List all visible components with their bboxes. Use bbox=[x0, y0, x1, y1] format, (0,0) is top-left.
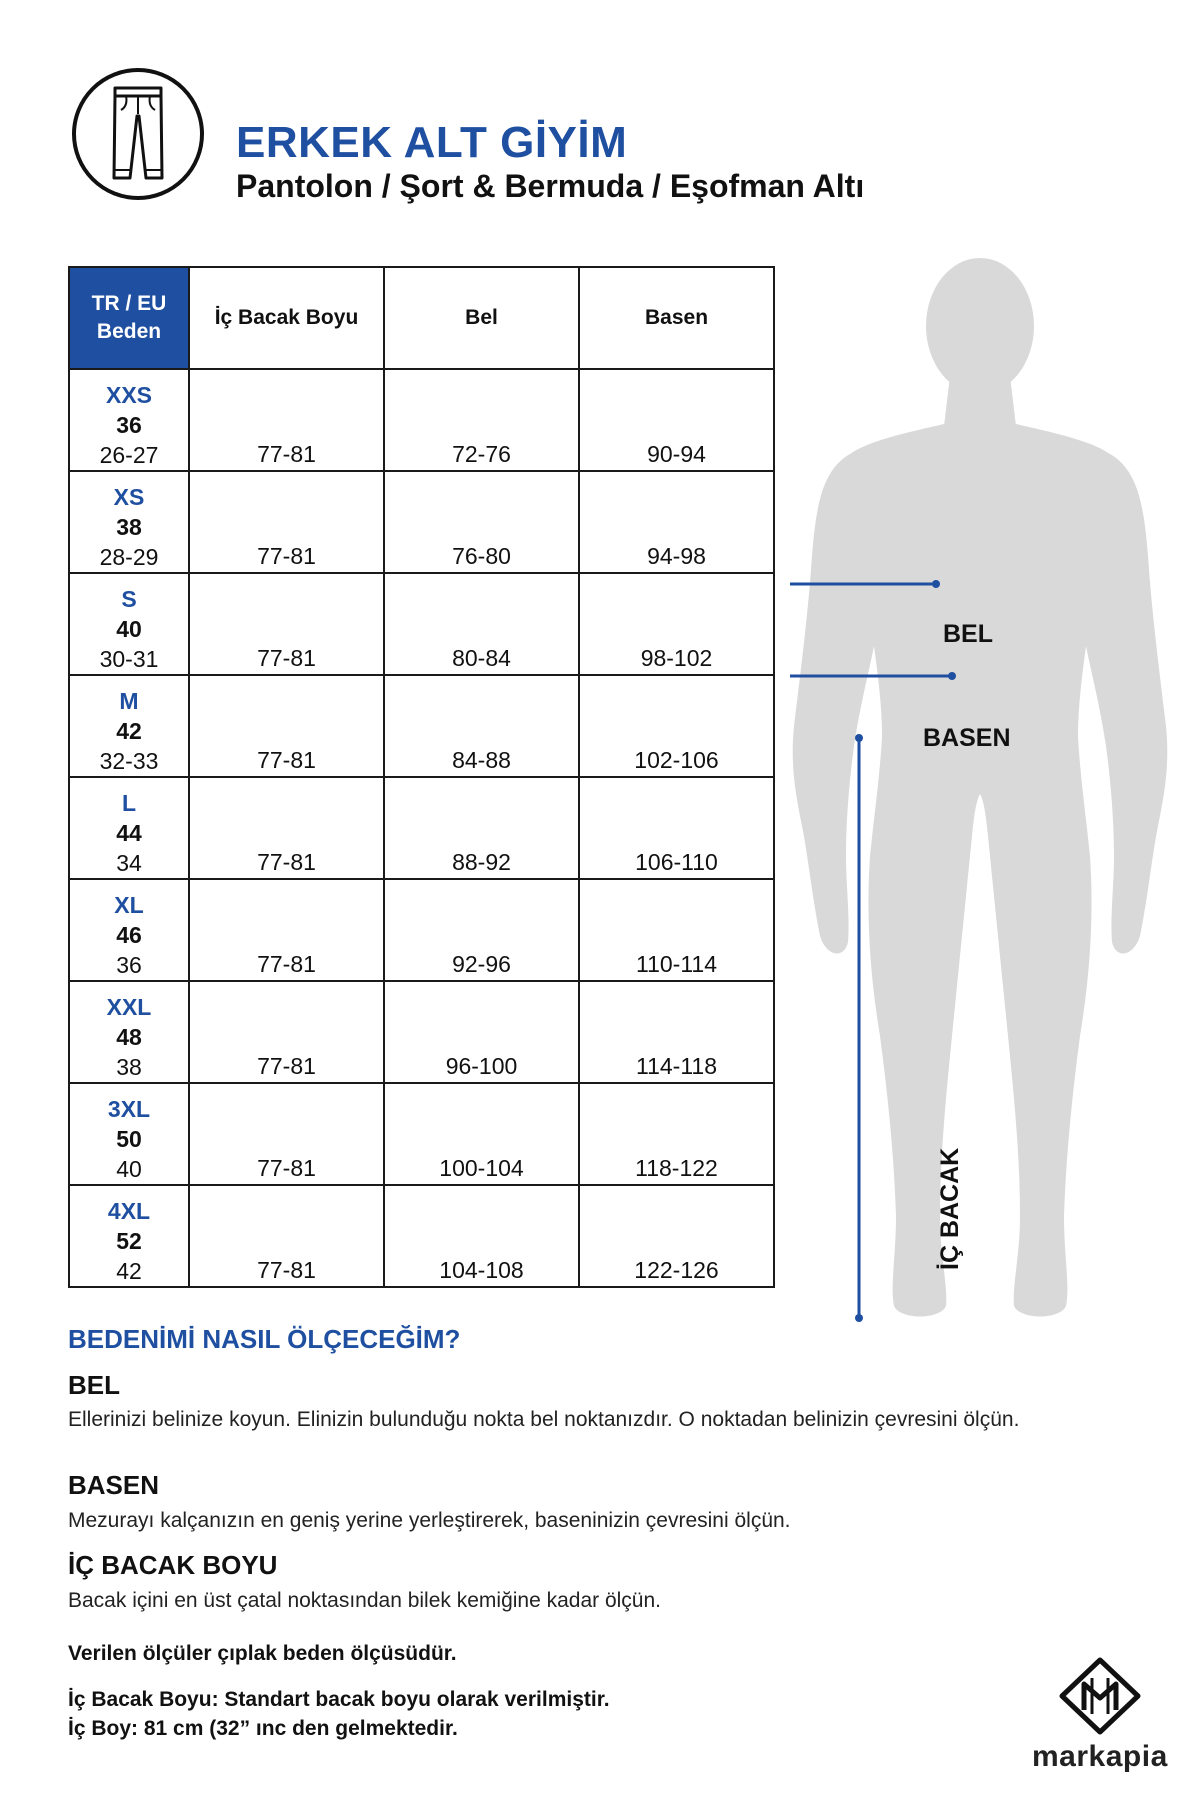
size-cell bbox=[69, 777, 189, 879]
table-row bbox=[69, 879, 774, 981]
size-label: XXL bbox=[106, 994, 152, 1020]
size-number: 36 bbox=[116, 412, 142, 438]
size-waist: 28-29 bbox=[99, 544, 159, 570]
bel-section-title: BEL bbox=[68, 1370, 120, 1400]
size-waist: 26-27 bbox=[99, 442, 159, 468]
waist-cell bbox=[384, 675, 579, 777]
page-subtitle: Pantolon / Şort & Bermuda / Eşofman Altı bbox=[236, 168, 865, 204]
hip-cell bbox=[579, 981, 774, 1083]
size-cell bbox=[69, 471, 189, 573]
inseam-cell bbox=[189, 471, 384, 573]
table-row bbox=[69, 1185, 774, 1287]
inseam-cell bbox=[189, 573, 384, 675]
waist-cell bbox=[384, 1083, 579, 1185]
table-header-row bbox=[69, 267, 774, 369]
hip-value: 114-118 bbox=[636, 1053, 717, 1079]
size-label: XXS bbox=[105, 382, 153, 408]
table-row bbox=[69, 573, 774, 675]
inseam-cell bbox=[189, 1185, 384, 1287]
hip-value: 122-126 bbox=[634, 1257, 719, 1283]
waist-value: 72-76 bbox=[452, 441, 511, 467]
size-number: 42 bbox=[116, 718, 142, 744]
size-cell bbox=[69, 879, 189, 981]
brand-logo-icon bbox=[1058, 1656, 1142, 1736]
inseam-measure-line bbox=[855, 734, 863, 1322]
table-row bbox=[69, 1083, 774, 1185]
hip-cell bbox=[579, 777, 774, 879]
size-label: 3XL bbox=[107, 1096, 151, 1122]
bel-label: BEL bbox=[943, 620, 993, 648]
page-title: ERKEK ALT GİYİM bbox=[236, 118, 628, 167]
size-number: 44 bbox=[116, 820, 142, 846]
size-cell bbox=[69, 981, 189, 1083]
hip-cell bbox=[579, 573, 774, 675]
note-inner-length: İç Boy: 81 cm (32” ınc den gelmektedir. bbox=[68, 1717, 458, 1740]
waist-value: 88-92 bbox=[452, 849, 511, 875]
hip-cell bbox=[579, 1185, 774, 1287]
waist-cell bbox=[384, 981, 579, 1083]
hip-value: 110-114 bbox=[636, 951, 717, 977]
size-number: 40 bbox=[116, 616, 142, 642]
size-number: 52 bbox=[116, 1228, 142, 1254]
inseam-cell bbox=[189, 879, 384, 981]
hip-value: 94-98 bbox=[647, 543, 706, 569]
hip-cell bbox=[579, 675, 774, 777]
ic-bacak-label: İÇ BACAK bbox=[936, 1147, 964, 1270]
brand-name: markapia bbox=[1032, 1740, 1168, 1773]
waist-cell bbox=[384, 369, 579, 471]
hip-value: 98-102 bbox=[640, 645, 713, 671]
inseam-value: 77-81 bbox=[257, 441, 316, 467]
header-waist: Bel bbox=[384, 267, 579, 369]
size-cell bbox=[69, 369, 189, 471]
size-number: 50 bbox=[116, 1126, 142, 1152]
header-inseam: İç Bacak Boyu bbox=[189, 267, 384, 369]
bel-section-text: Ellerinizi belinize koyun. Elinizin bulunduğu nokta bel noktanızdır. O noktadan belinizin çevresini ölçün. bbox=[68, 1408, 1020, 1431]
basen-label: BASEN bbox=[923, 724, 1011, 752]
waist-value: 80-84 bbox=[452, 645, 511, 671]
size-label: S bbox=[121, 586, 137, 612]
table-row bbox=[69, 675, 774, 777]
header-size-line1: TR / EU bbox=[91, 292, 167, 315]
waist-value: 104-108 bbox=[439, 1257, 524, 1283]
guide-heading: BEDENİMİ NASIL ÖLÇECEĞİM? bbox=[68, 1324, 461, 1354]
size-waist: 36 bbox=[116, 952, 142, 978]
note-body-measure: Verilen ölçüler çıplak beden ölçüsüdür. bbox=[68, 1642, 457, 1665]
waist-cell bbox=[384, 1185, 579, 1287]
inseam-value: 77-81 bbox=[257, 747, 316, 773]
hip-value: 90-94 bbox=[647, 441, 706, 467]
size-waist: 40 bbox=[116, 1156, 142, 1182]
size-cell bbox=[69, 573, 189, 675]
size-number: 38 bbox=[116, 514, 142, 540]
hip-cell bbox=[579, 1083, 774, 1185]
pants-icon bbox=[70, 66, 206, 202]
size-number: 46 bbox=[116, 922, 142, 948]
inseam-cell bbox=[189, 1083, 384, 1185]
inseam-value: 77-81 bbox=[257, 1053, 316, 1079]
hip-cell bbox=[579, 879, 774, 981]
waist-cell bbox=[384, 777, 579, 879]
basen-section-title: BASEN bbox=[68, 1470, 160, 1500]
table-row bbox=[69, 981, 774, 1083]
hip-value: 102-106 bbox=[634, 747, 719, 773]
inseam-value: 77-81 bbox=[257, 645, 316, 671]
inseam-cell bbox=[189, 675, 384, 777]
size-waist: 32-33 bbox=[99, 748, 159, 774]
size-waist: 42 bbox=[116, 1258, 142, 1284]
inseam-cell bbox=[189, 777, 384, 879]
size-label: M bbox=[119, 688, 139, 714]
note-inseam: İç Bacak Boyu: Standart bacak boyu olarak verilmiştir. bbox=[68, 1688, 610, 1711]
table-row bbox=[69, 777, 774, 879]
inseam-section-title: İÇ BACAK BOYU bbox=[68, 1550, 278, 1580]
waist-cell bbox=[384, 879, 579, 981]
hip-cell bbox=[579, 471, 774, 573]
waist-cell bbox=[384, 573, 579, 675]
waist-value: 100-104 bbox=[439, 1155, 524, 1181]
inseam-value: 77-81 bbox=[257, 1155, 316, 1181]
size-label: XS bbox=[113, 484, 145, 510]
header-size-line2: Beden bbox=[96, 320, 162, 343]
table-row bbox=[69, 369, 774, 471]
size-cell bbox=[69, 675, 189, 777]
inseam-section-text: Bacak içini en üst çatal noktasından bilek kemiğine kadar ölçün. bbox=[68, 1589, 662, 1612]
basen-section-text: Mezurayı kalçanızın en geniş yerine yerleştirerek, baseninizin çevresini ölçün. bbox=[68, 1509, 791, 1532]
waist-value: 84-88 bbox=[452, 747, 511, 773]
header-hip: Basen bbox=[579, 267, 774, 369]
size-waist: 30-31 bbox=[99, 646, 159, 672]
table-row bbox=[69, 471, 774, 573]
inseam-value: 77-81 bbox=[257, 1257, 316, 1283]
inseam-value: 77-81 bbox=[257, 543, 316, 569]
waist-cell bbox=[384, 471, 579, 573]
size-waist: 34 bbox=[116, 850, 142, 876]
inseam-value: 77-81 bbox=[257, 849, 316, 875]
size-label: XL bbox=[114, 892, 144, 918]
size-waist: 38 bbox=[116, 1054, 142, 1080]
size-cell bbox=[69, 1083, 189, 1185]
size-label: L bbox=[121, 790, 137, 816]
waist-value: 76-80 bbox=[452, 543, 511, 569]
size-number: 48 bbox=[116, 1024, 142, 1050]
hip-cell bbox=[579, 369, 774, 471]
inseam-cell bbox=[189, 981, 384, 1083]
size-label: 4XL bbox=[107, 1198, 151, 1224]
body-silhouette bbox=[790, 256, 1170, 1322]
size-table bbox=[68, 266, 775, 1288]
waist-value: 92-96 bbox=[452, 951, 511, 977]
size-cell bbox=[69, 1185, 189, 1287]
inseam-value: 77-81 bbox=[257, 951, 316, 977]
inseam-cell bbox=[189, 369, 384, 471]
hip-value: 106-110 bbox=[635, 849, 718, 875]
waist-value: 96-100 bbox=[445, 1053, 518, 1079]
hip-value: 118-122 bbox=[635, 1155, 718, 1181]
header-size bbox=[69, 267, 189, 369]
